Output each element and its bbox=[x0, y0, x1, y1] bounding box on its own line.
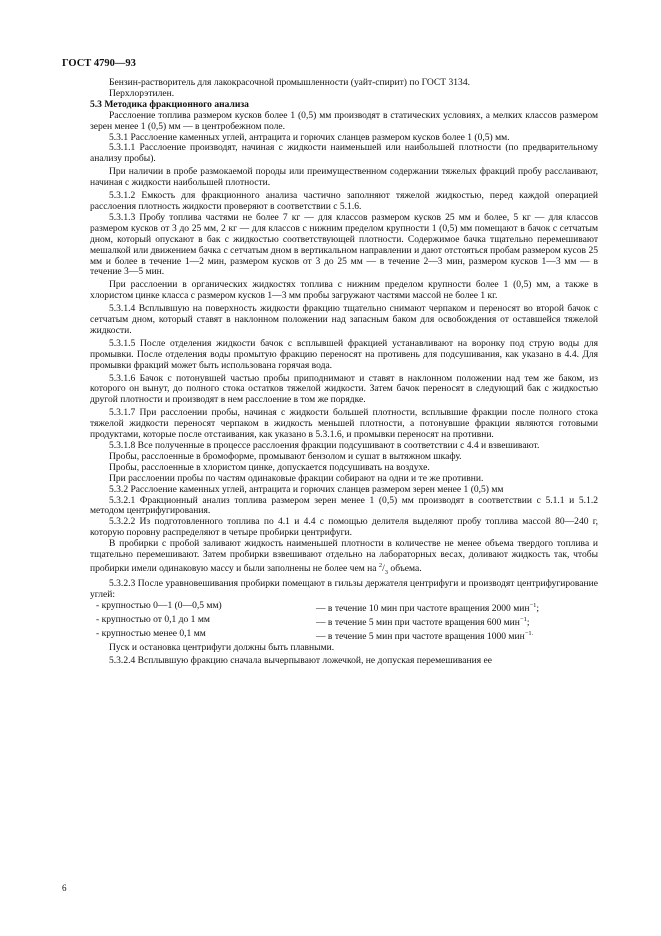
section-heading: 5.3 Методика фракционного анализа bbox=[90, 98, 249, 110]
paragraph: 5.3.2.3 После уравновешивания пробирки помещают в гильзы держателя центрифуги и производят центрифугирование углей: bbox=[90, 577, 598, 600]
list-item-condition: — в течение 5 мин при частоте вращения 1000 мин$^{-1.}$ bbox=[316, 629, 534, 643]
list-item-size: - крупностью 0—1 (0—0,5 мм) bbox=[96, 599, 222, 611]
list-item bbox=[90, 629, 598, 643]
paragraph: Пуск и остановка центрифуги должны быть плавными. bbox=[109, 642, 335, 653]
list-item-size: - крупностью от 0,1 до 1 мм bbox=[96, 613, 210, 625]
paragraph: Пробы, расслоенные в бромоформе, промывают бензолом и сушат в вытяжном шкафу. bbox=[109, 450, 462, 462]
fraction-denominator: 3 bbox=[384, 569, 389, 577]
paragraph: 5.3.1 Расслоение каменных углей, антрацита и горючих сланцев размером кусков более 1 (0,5) мм. bbox=[109, 131, 510, 143]
paragraph: 5.3.1.2 Емкость для фракционного анализа частично заполняют тяжелой жидкостью, перед каждой операцией расслоения плотность жидкости проверяют в соответствии с 5.1.6. bbox=[90, 190, 598, 212]
document-header: ГОСТ 4790—93 bbox=[62, 58, 136, 69]
paragraph: 5.3.1.8 Все полученные в процессе расслоения фракции подсушивают в соответствии с 4.4 и взвешивают. bbox=[109, 440, 540, 451]
paragraph: Пробы, расслоенные в хлористом цинке, допускается подсушивать на воздухе. bbox=[109, 461, 430, 473]
paragraph: При расслоении пробы по частям одинаковые фракции собирают на одни и те же противни. bbox=[109, 472, 484, 484]
paragraph-text: В пробирки с пробой заливают жидкость наименьшей плотности в количестве не менее объема твердого топлива и тщательно перемешивают. Затем пробирки взвешивают отдельно на лабораторных весах, доливают жидкость так, чтобы пробирки имели одинаковую массу и были заполнены не более чем на bbox=[90, 538, 598, 575]
paragraph: 5.3.1.7 При расслоении пробы, начиная с жидкости большей плотности, всплывшие фракции после полного стока тяжелой жидкости переносят черпаком в жидкость меньшей плотности, а потонувшие фракции являются готовыми продуктами, которые после отстаивания, как указано в 5.3.1.6, и промывки переносят на противни. bbox=[90, 407, 598, 441]
paragraph: 5.3.2.4 Всплывшую фракцию сначала вычерпывают ложечкой, не допуская перемешивания ее bbox=[109, 654, 492, 666]
fraction-numerator: 2 bbox=[378, 561, 383, 569]
paragraph: 5.3.2.2 Из подготовленного топлива по 4.1 и 4.4 с помощью делителя выделяют пробу топлива массой 80—240 г, которую поровну распределяют в четыре пробирки центрифуги. bbox=[90, 516, 598, 539]
paragraph: В пробирки с пробой заливают жидкость наименьшей плотности в количестве не менее объема твердого топлива и тщательно перемешивают. Затем пробирки взвешивают отдельно на лабораторных весах, доливают жидкость так, чтобы пробирки имели одинаковую массу и были заполнены не более чем на $^2/_3$ объема. bbox=[90, 538, 598, 577]
paragraph: Расслоение топлива размером кусков более 1 (0,5) мм производят в статических условиях, а мелких классов размером зерен менее 1 (0,5) мм — в центробежном поле. bbox=[90, 109, 598, 132]
paragraph-text: объема. bbox=[390, 563, 422, 575]
paragraph: При наличии в пробе размокаемой породы или преимущественном содержании тяжелых фракций пробу расслаивают, начиная с жидкости наибольшей плотности. bbox=[90, 166, 598, 189]
paragraph: 5.3.1.4 Всплывшую на поверхность жидкости фракцию тщательно снимают черпаком и переносят во второй бачок с сетчатым дном, который ставят в наклонном положении над запасным баком для освобождения от оставшейся тяжелой жидкости. bbox=[90, 303, 598, 336]
list-item bbox=[90, 615, 598, 629]
list-item-condition: — в течение 10 мин при частоте вращения 2000 мин$^{-1}$; bbox=[316, 601, 540, 614]
list-item bbox=[90, 601, 598, 615]
list-item-size: - крупностью менее 0,1 мм bbox=[96, 627, 206, 639]
list-item-condition: — в течение 5 мин при частоте вращения 600 мин$^{-1}$; bbox=[316, 615, 530, 629]
paragraph: 5.3.1.1 Расслоение производят, начиная с жидкости наименьшей или наибольшей плотности (по предварительному анализу пробы). bbox=[90, 142, 598, 165]
paragraph: Бензин-растворитель для лакокрасочной промышленности (уайт-спирит) по ГОСТ 3134. bbox=[109, 77, 470, 88]
paragraph: 5.3.2 Расслоение каменных углей, антрацита и горючих сланцев размером зерен менее 1 (0,5) мм bbox=[109, 483, 504, 495]
paragraph: При расслоении в органических жидкостях топлива с нижним пределом крупности более 1 (0,5) мм, а также в хлористом цинке класса с размером кусков 1—3 мм пробы загружают частями массой не более 1 кг. bbox=[90, 279, 598, 302]
paragraph: Перхлорэтилен. bbox=[109, 87, 175, 99]
paragraph: 5.3.1.6 Бачок с потонувшей частью пробы приподнимают и ставят в наклонном положении над тем же баком, из которого он вынут, до полного стока остатков тяжелой жидкости. Затем бачок переносят в следующий бак с жидкостью другой плотности и производят в нем расслоение в том же порядке. bbox=[90, 372, 598, 406]
document-body bbox=[90, 78, 598, 667]
page-number: 6 bbox=[62, 883, 67, 893]
paragraph: 5.3.2.1 Фракционный анализ топлива размером зерен менее 1 (0,5) мм производят в соответствии с 5.1.1 и 5.1.2 методом центрифугирования. bbox=[90, 494, 598, 517]
paragraph: 5.3.1.5 После отделения жидкости бачок с всплывшей фракцией устанавливают на воронку под струю воды для промывки. После отделения воды промытую фракцию переносят на противень для подсушивания, как указано в 4.4. Для промывки фракций может быть использована горячая вода. bbox=[90, 337, 598, 371]
paragraph: 5.3.1.3 Пробу топлива частями не более 7 кг — для классов размером кусков 25 мм и более, 5 кг — для классов размером кусков от 3 до 25 мм, 2 кг — для классов с нижним пределом крупности 1 (0,5) мм помещают в бачок с сетчатым дном, который опускают в бак с жидкостью соответствующей плотности. Содержимое бачка тщательно перемешивают мешалкой или движением бачка с сетчатым дном в вертикальном направлении и дают отстояться пробам размером кусов 25 мм и более в течение 1—2 мин, размером кусков от 3 до 25 мм — в течение 2—3 мин, размером кусков 1—3 мм — в течение 3—5 мин. bbox=[90, 211, 598, 278]
